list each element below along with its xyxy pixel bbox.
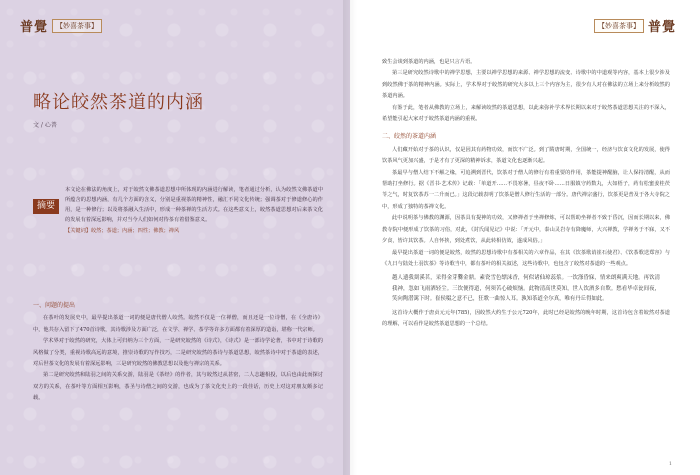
keywords: 【关键词】皎然；茶道；内涵；四性；佛教；禅风 [65, 228, 180, 234]
article-title: 略论皎然茶道的内涵 [33, 92, 204, 113]
paragraph: 最早提出茶道一词的便是皎然，皎然的思想诗歌中有茶相关的六章作品，在其《饮茶歌诮崔石使君》、《饮茶歌送郑容》与《九日与陆处士羽饮茶》等诗歌当中，都有茶叶的相关叙述，这些诗歌中，也包含了皎然对茶道的一些观点。 [382, 249, 670, 267]
paragraph: 第三是研究皎然诗歌中的禅学思想，主要以禅学思想的来源、禅学思想的流变、诗歌中的中道观等内容，基本上很少涉及到皎然佛于茶的精神内涵。实际上，学术界对于皎然的研究大多以上三个内容为主，很少有人对在佛法的立场上来分析皎然的茶道内涵。 [382, 70, 670, 100]
section-heading-2: 二、皎然的茶道内涵 [382, 133, 437, 141]
left-body [33, 300, 323, 405]
author-line: 文 / 心普 [33, 122, 57, 129]
page-number: 1 [668, 461, 672, 467]
section-tag: 【妙喜茶事】 [52, 19, 102, 33]
paragraph: 第二是研究皎然和陆羽之间的关系交游，陆羽是《茶经》的作者，其与皎然过从甚密，二人志趣相投，以后也由此而探讨双方的关系，在茶叶等方面相互影响，茶圣与诗僧之间的交游，也成为了茶文化史上的一段佳话，历史上对这对朋友颇多记载。 [33, 372, 323, 402]
section-tag: 【妙喜茶事】 [594, 19, 644, 33]
abstract-label: 摘要 [33, 199, 59, 214]
left-header [20, 16, 102, 35]
paragraph: 有鉴于此，笔者从佛教的立场上，来解读皎然的茶道思想，以此来弥补学术界长期以来对于皎然茶道思想关注的不深入，希望能引起大家对于皎然茶道内涵的重视。 [382, 104, 670, 123]
paragraph: 致生会谈到茶道的内涵，也是只言片语。 [382, 59, 476, 65]
paragraph: 茶最早与僧人结下不解之缘，可追溯到晋代，饮茶对于僧人的修行有着重要的作用，茶能提神醒脑，让人保持清醒，从而帮助打坐修行。据《晋书·艺术传》记载：「单道开……不畏寒暑，昼夜不卧……日服镇守药数丸，大如梧子，药有松蜜姜桂茯苓之气，时复饮茶苏一二升而已。」这段记载表明了饮茶是僧人修行生活的一部分。唐代禅宗盛行，饮茶更是普及于各大寺院之中，形成了独特的茶禅文化。 [382, 169, 670, 210]
magazine-logo: 普覺 [647, 20, 676, 35]
paragraph: 这首诗大概作于唐贞元元年(785)，因皎然大约生于公元720年，此时已经是皎然的晚年时期，这首诗包含着皎然对茶道的理解，可以看作是皎然茶道思想的一个总结。 [382, 309, 670, 327]
right-header [594, 16, 676, 35]
paragraph: 人们藏开始对于茶的认识，仅是因其有药物功效，而饮不广泛。到了隋唐时期，全国统一，经济与饮食文化的发展，使得饮茶风气更加兴盛，于是才有了更深的精神诉求，茶道文化也逐渐兴起。 [382, 146, 670, 165]
abstract-box [33, 185, 323, 234]
paragraph: 此中说明茶与佛教的渊源，因茶具有提神的功效，又修禅者于坐禅修炼，可以帮助坐禅者不致于昏沉，因而长期以来，佛教寺院中便形成了饮茶的习俗，对此，《封氏闻见记》中说：「开元中，泰山灵岩寺有降魔师，大兴禅教，学禅务于不寐，又不夕食，皆许其饮茶。人自怀挟，到处煮饮，从此转相仿效，遂成风俗。」 [382, 215, 670, 245]
paragraph: 在茶叶的发展史中，最早提出茶道一词的便是唐代僧人皎然。皎然不仅是一位禅僧，而且还是一位诗僧，在《全唐诗》中，他共存入留下了470首诗歌，其诗歌涉及方面广泛，在文学、禅学、茶学等许多方面都有着深厚的造诣，堪称一代宗师。 [33, 315, 323, 333]
page-fold-shadow [343, 0, 357, 475]
right-page [350, 0, 700, 475]
magazine-logo: 普覺 [20, 20, 49, 35]
abstract-text: 本文论在佛法的角度上，对于皎然文佛茶道思想中所体现的内涵进行解读，笔者通过分析，认为皎然文佛茶道中所蕴含的思想内涵，有几个方面的含义，分别是重视茶的精神性，融汇不同文化传统；强调茶对于修道修心的作用，是一种修行；以及将茶融入生活中，形成一种茶禅的生活方式。在这些意义上，皎然茶道思想对后来茶文化的发展有着深远影响，并对当今人们如何对待茶有着借鉴意义。 [65, 187, 323, 223]
section-heading-1: 一、问题的提出 [33, 302, 76, 309]
paragraph: 学术界对于皎然的研究，大体上可归纳为三个方面，一是研究皎然的《诗式》，《诗式》是一部诗学论著，书中对于诗歌的风格做了分类，重视诗歌高远的意境，推崇诗歌的写作技巧，二是研究皎然的茶诗与茶道思想，皎然茶诗中对于茶道的表述，对后世茶文化的发展有着深远影响，三是研究皎然的佛教思想以及他与禅宗的关系。 [33, 338, 323, 368]
right-body [382, 57, 670, 330]
poem-quote: 越人遗我剡溪茗，采得金芽爨金鼎。素瓷雪色缥沫香，何似诸仙琼蕊浆。一饮涤昏寐，情来朗爽满天地。再饮清我神，忽如飞雨洒轻尘。三饮便得道，何须苦心破烦恼。此物清高世莫知，世人饮酒多自欺。愁看毕卓瓮间夜，笑向陶潜篱下时。崔侯啜之意不已，狂歌一曲惊人耳。孰知茶道全尔真，唯有丹丘得如此。 [392, 275, 660, 303]
